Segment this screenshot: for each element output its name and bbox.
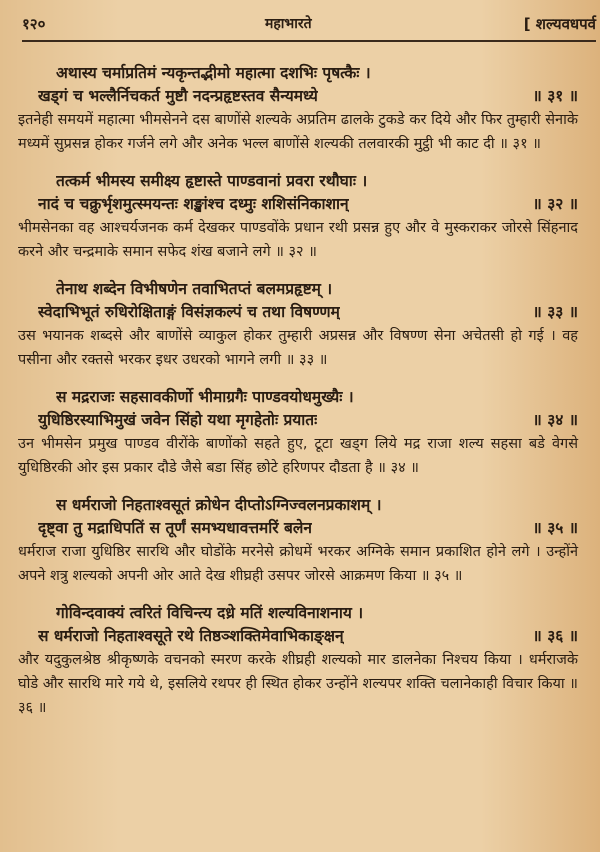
- verse-line: [18, 278, 578, 301]
- translation: भीमसेनका वह आश्चर्यजनक कर्म देखकर पाण्डवोंके प्रधान रथी प्रसन्न हुए और वे मुस्कराकर जोरसे सिंहनाद करने और चन्द्रमाके समान सफेद शंख बजाने लगे ॥ ३२ ॥: [18, 220, 578, 260]
- verse-text: स्वेदाभिभूतं रुधिरोक्षिताङ्गं विसंज्ञकल्पं च तथा विषण्णम्: [38, 303, 340, 321]
- verse-36: [18, 602, 578, 720]
- verse-number: ॥ ३६ ॥: [532, 627, 578, 645]
- verse-line: [18, 170, 578, 193]
- verse-text: स धर्मराजो निहताश्वसूतं क्रोधेन दीप्तोऽग्निज्वलनप्रकाशम् ।: [56, 496, 382, 514]
- verse-31: [18, 62, 578, 156]
- verse-line: [18, 517, 578, 540]
- verse-text: तेनाथ शब्देन विभीषणेन तवाभितप्तं बलमप्रहृष्टम् ।: [56, 280, 333, 298]
- verse-text: युधिष्ठिरस्याभिमुखं जवेन सिंहो यथा मृगहेतोः प्रयातः: [38, 411, 318, 429]
- page-body: [18, 58, 578, 720]
- verse-line: [18, 625, 578, 648]
- verse-line: [18, 193, 578, 216]
- verse-number: ॥ ३१ ॥: [532, 87, 578, 105]
- verse-32: [18, 170, 578, 264]
- translation: और यदुकुलश्रेष्ठ श्रीकृष्णके वचनको स्मरण करके शीघ्रही शल्यको मार डालनेका निश्चय किया । धर्मराजके घोडे और सारथि मारे गये थे, इसलिये रथपर ही स्थित होकर उन्होंने शल्यपर शक्ति चलानेकाही विचार किया ॥ ३६ ॥: [18, 652, 578, 716]
- verse-text: खड्गं च भल्लैर्निचकर्त मुष्टौ नदन्प्रहृष्टस्तव सैन्यमध्ये: [38, 87, 318, 105]
- verse-35: [18, 494, 578, 588]
- book-title: महाभारते: [265, 16, 312, 32]
- verse-text: तत्कर्म भीमस्य समीक्ष्य हृष्टास्ते पाण्डवानां प्रवरा रथौघाः ।: [56, 172, 368, 190]
- verse-number: ॥ ३२ ॥: [532, 195, 578, 213]
- translation: धर्मराज राजा युधिष्ठिर सारथि और घोडोंके मरनेसे क्रोधमें भरकर अग्निके समान प्रकाशित होने लगे । उन्होंने अपने शत्रु शल्यको अपनी ओर आते देख शीघ्रही उसपर जोरसे आक्रमण किया ॥ ३५ ॥: [18, 544, 578, 584]
- verse-34: [18, 386, 578, 480]
- header-rule: [22, 40, 596, 42]
- verse-text: अथास्य चर्माप्रतिमं न्यकृन्तद्भीमो महात्मा दशभिः पृषत्कैः ।: [56, 64, 371, 82]
- verse-line: [18, 602, 578, 625]
- verse-number: ॥ ३४ ॥: [532, 411, 578, 429]
- verse-text: स मद्रराजः सहसावकीर्णो भीमाग्रगैः पाण्डवयोधमुख्यैः ।: [56, 388, 354, 406]
- verse-line: [18, 62, 578, 85]
- verse-line: [18, 85, 578, 108]
- verse-line: [18, 386, 578, 409]
- translation: इतनेही समयमें महात्मा भीमसेनने दस बाणोंसे शल्यके अप्रतिम ढालके टुकडे कर दिये और फिर तुम्हारी सेनाके मध्यमें सुप्रसन्न होकर गर्जने लगे और अनेक भल्ल बाणोंसे शल्यकी तलवारकी मुट्ठी भी काट दी ॥ ३१ ॥: [18, 112, 578, 152]
- page-number: १२०: [22, 15, 46, 33]
- section-title: [ शल्यवधपर्व: [523, 15, 596, 33]
- page-header: [0, 0, 600, 40]
- verse-number: ॥ ३५ ॥: [532, 519, 578, 537]
- verse-text: स धर्मराजो निहताश्वसूते रथे तिष्ठञ्शक्तिमेवाभिकाङ्क्षन्: [38, 627, 344, 645]
- verse-text: गोविन्दवाक्यं त्वरितं विचिन्त्य दध्रे मतिं शल्यविनाशनाय ।: [56, 604, 364, 622]
- verse-line: [18, 409, 578, 432]
- verse-text: नादं च चक्रुर्भृशमुत्स्मयन्तः शङ्खांश्च दध्मुः शशिसंनिकाशान्: [38, 195, 349, 213]
- verse-number: ॥ ३३ ॥: [532, 303, 578, 321]
- verse-text: दृष्ट्वा तु मद्राधिपतिं स तूर्णं समभ्यधावत्तमरिं बलेन: [38, 519, 313, 537]
- verse-line: [18, 494, 578, 517]
- translation: उन भीमसेन प्रमुख पाण्डव वीरोंके बाणोंको सहते हुए, टूटा खड्ग लिये मद्र राजा शल्य सहसा बडे वेगसे युधिष्ठिरकी ओर इस प्रकार दौडे जैसे बडा सिंह छोटे हरिणपर दौडता है ॥ ३४ ॥: [18, 436, 578, 476]
- verse-33: [18, 278, 578, 372]
- translation: उस भयानक शब्दसे और बाणोंसे व्याकुल होकर तुम्हारी अप्रसन्न और विषण्ण सेना अचेतसी हो गई । वह पसीना और रक्तसे भरकर इधर उधरको भागने लगी ॥ ३३ ॥: [18, 328, 578, 368]
- verse-line: [18, 301, 578, 324]
